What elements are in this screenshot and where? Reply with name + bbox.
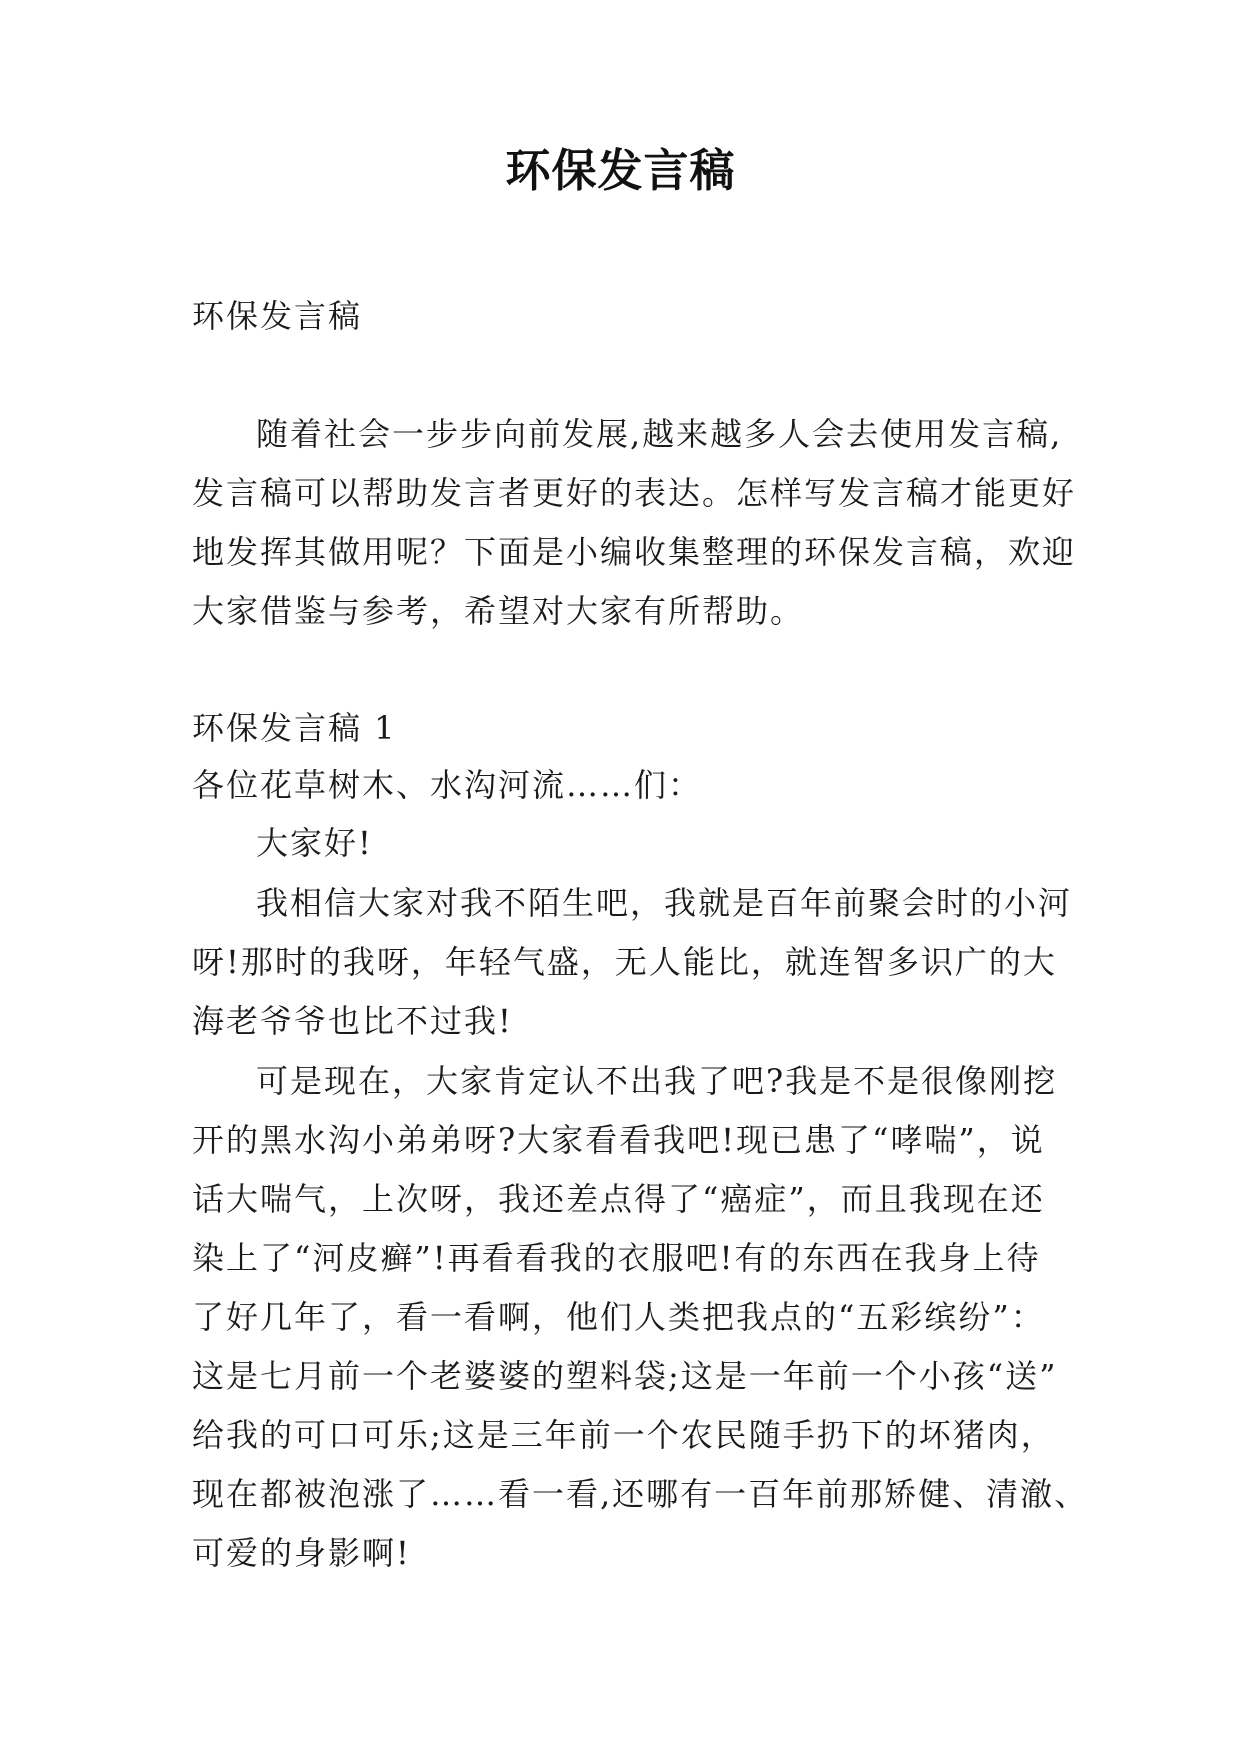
- section-heading: 环保发言稿 1: [192, 709, 397, 747]
- intro-line: 大家借鉴与参考，希望对大家有所帮助。: [192, 592, 805, 630]
- document-title: 环保发言稿: [505, 144, 736, 197]
- paragraph-line: 这是七月前一个老婆婆的塑料袋;这是一年前一个小孩“送”: [192, 1357, 1058, 1395]
- greeting: 大家好!: [256, 824, 373, 862]
- document-subtitle: 环保发言稿: [192, 297, 363, 335]
- paragraph-line: 可是现在，大家肯定认不出我了吧?我是不是很像刚挖: [256, 1062, 1058, 1100]
- paragraph-line: 开的黑水沟小弟弟呀?大家看看我吧!现已患了“哮喘”，说: [192, 1121, 1045, 1159]
- paragraph-line: 给我的可口可乐;这是三年前一个农民随手扔下的坏猪肉，: [192, 1416, 1055, 1454]
- paragraph-line: 现在都被泡涨了……看一看,还哪有一百年前那矫健、清澈、: [192, 1475, 1089, 1513]
- salutation: 各位花草树木、水沟河流……们：: [192, 766, 703, 804]
- paragraph-line: 话大喘气，上次呀，我还差点得了“癌症”，而且我现在还: [192, 1180, 1045, 1218]
- intro-line: 地发挥其做用呢？下面是小编收集整理的环保发言稿，欢迎: [192, 533, 1077, 571]
- paragraph-line: 染上了“河皮癣”!再看看我的衣服吧!有的东西在我身上待: [192, 1239, 1041, 1277]
- paragraph-line: 了好几年了，看一看啊，他们人类把我点的“五彩缤纷”：: [192, 1298, 1045, 1336]
- intro-line: 随着社会一步步向前发展,越来越多人会去使用发言稿,: [256, 415, 1063, 453]
- paragraph-line: 呀!那时的我呀，年轻气盛，无人能比，就连智多识广的大: [192, 943, 1057, 981]
- paragraph-line: 可爱的身影啊!: [192, 1534, 411, 1572]
- paragraph-line: 海老爷爷也比不过我!: [192, 1002, 513, 1040]
- intro-line: 发言稿可以帮助发言者更好的表达。怎样写发言稿才能更好: [192, 474, 1077, 512]
- paragraph-line: 我相信大家对我不陌生吧，我就是百年前聚会时的小河: [256, 884, 1073, 922]
